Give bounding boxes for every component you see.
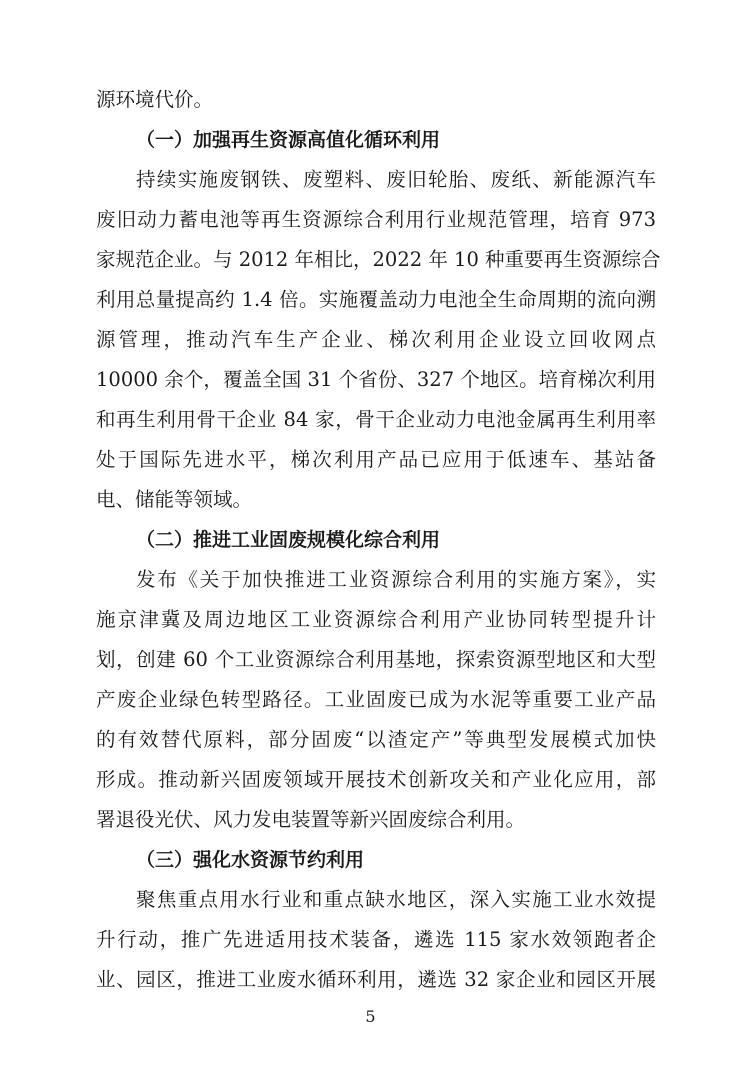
section-heading-3: （三）强化水资源节约利用 [136, 849, 365, 871]
paragraph-line: 升行动，推广先进适用技术装备，遴选 115 家水效领跑者企 [96, 928, 656, 951]
paragraph-line: 废旧动力蓄电池等再生资源综合利用行业规范管理，培育 973 [96, 208, 656, 231]
paragraph-line: 业、园区，推进工业废水循环利用，遴选 32 家企业和园区开展 [96, 968, 656, 991]
paragraph-line: 形成。推动新兴固废领域开展技术创新攻关和产业化应用，部 [96, 768, 656, 791]
paragraph-line: 的有效替代原料，部分固废“以渣定产”等典型发展模式加快 [96, 728, 656, 751]
paragraph-line: 产废企业绿色转型路径。工业固废已成为水泥等重要工业产品 [96, 688, 656, 711]
page-number: 5 [365, 1007, 376, 1026]
paragraph-line: 10000 余个，覆盖全国 31 个省份、327 个地区。培育梯次利用 [96, 368, 656, 391]
paragraph-line: 发布《关于加快推进工业资源综合利用的实施方案》，实 [136, 568, 656, 591]
paragraph-line: 利用总量提高约 1.4 倍。实施覆盖动力电池全生命周期的流向溯 [96, 288, 656, 311]
paragraph-line: 聚焦重点用水行业和重点缺水地区，深入实施工业水效提 [136, 888, 656, 911]
section-heading-1: （一）加强再生资源高值化循环利用 [136, 129, 441, 151]
paragraph-line: 家规范企业。与 2012 年相比，2022 年 10 种重要再生资源综合 [96, 248, 661, 271]
paragraph-line: 处于国际先进水平，梯次利用产品已应用于低速车、基站备 [96, 448, 656, 471]
paragraph-line: 署退役光伏、风力发电装置等新兴固废综合利用。 [96, 808, 526, 831]
paragraph-line: 源管理，推动汽车生产企业、梯次利用企业设立回收网点 [96, 328, 656, 351]
intro-line: 源环境代价。 [96, 88, 214, 111]
paragraph-line: 和再生利用骨干企业 84 家，骨干企业动力电池金属再生利用率 [96, 408, 656, 431]
paragraph-line: 划，创建 60 个工业资源综合利用基地，探索资源型地区和大型 [96, 648, 656, 671]
section-heading-2: （二）推进工业固废规模化综合利用 [136, 529, 441, 551]
paragraph-line: 电、储能等领域。 [96, 488, 253, 511]
paragraph-line: 持续实施废钢铁、废塑料、废旧轮胎、废纸、新能源汽车 [136, 168, 656, 191]
paragraph-line: 施京津冀及周边地区工业资源综合利用产业协同转型提升计 [96, 608, 656, 631]
